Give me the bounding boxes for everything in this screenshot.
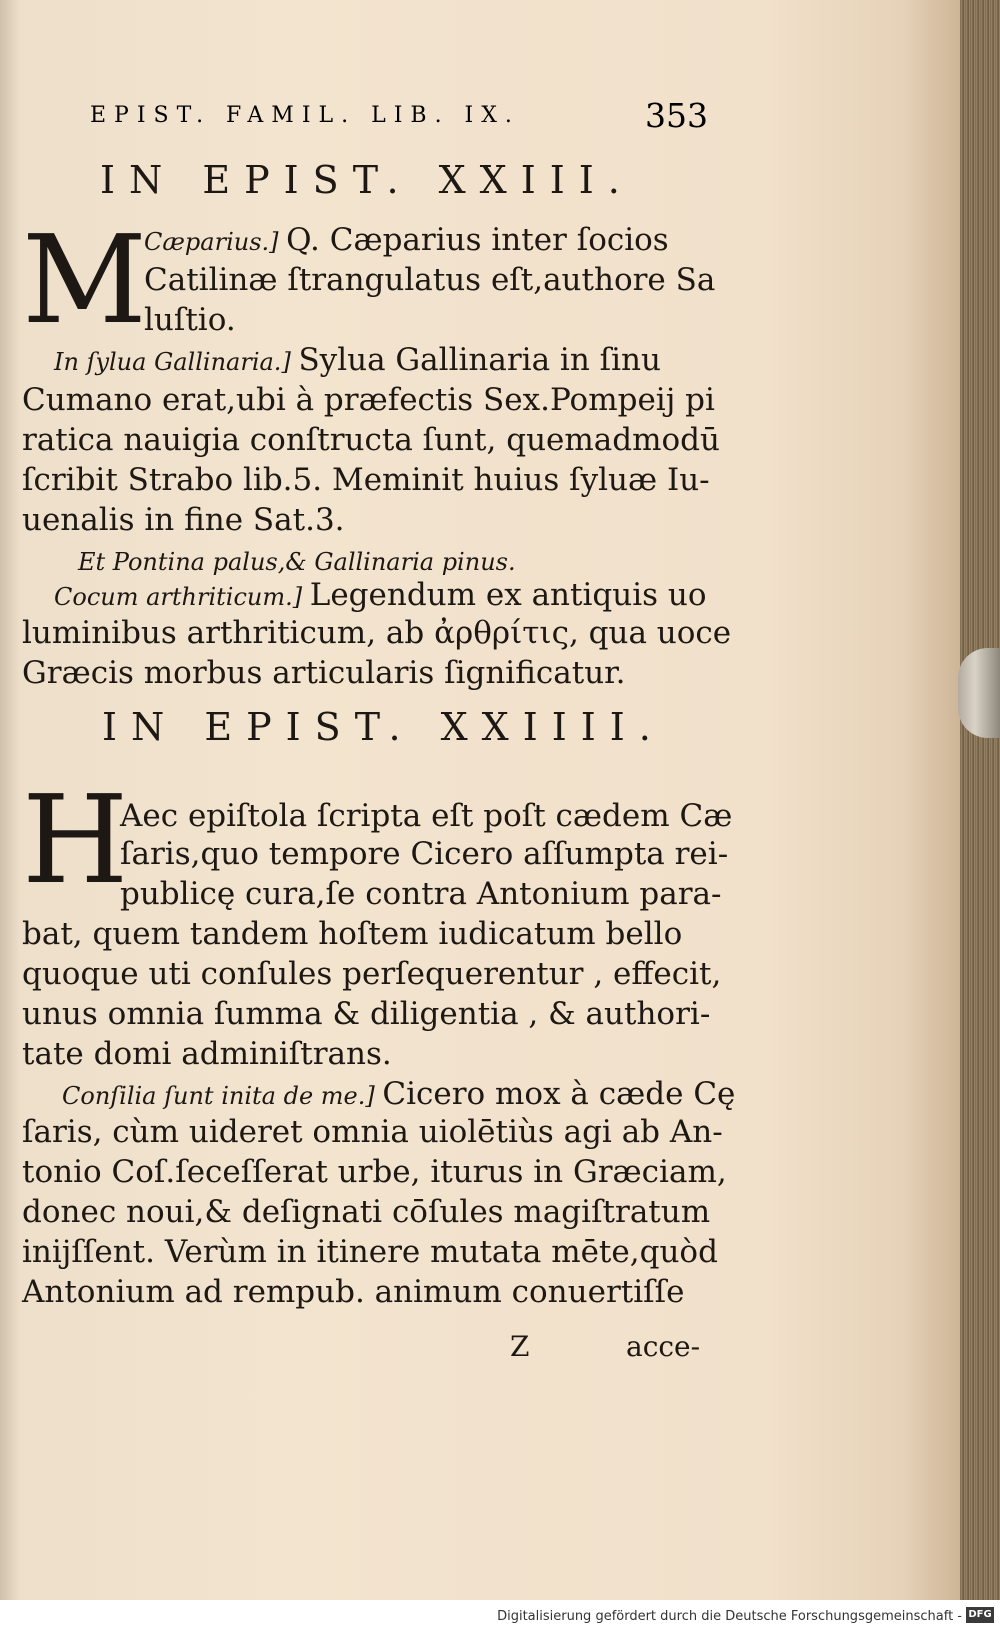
text-line xyxy=(54,342,661,380)
lemma: In ſylua Gallinaria.] xyxy=(54,348,299,376)
book-clasp xyxy=(958,648,1000,738)
text-line xyxy=(22,1154,727,1190)
text-line xyxy=(62,1076,735,1114)
line-text: Antonium ad rempub. animum conuertiſſe xyxy=(22,1274,685,1310)
text-line xyxy=(22,422,720,458)
page-number: 353 xyxy=(645,96,708,135)
section-title-2: IN EPIST. XXIIII. xyxy=(102,705,665,749)
line-text: ſcribit Strabo lib.5. Meminit huius ſyluæ Iu- xyxy=(22,462,710,498)
line-text: tonio Coſ.ſeceſſerat urbe, iturus in Græciam, xyxy=(22,1154,727,1190)
text-line xyxy=(144,262,715,298)
lemma: Conſilia ſunt inita de me.] xyxy=(62,1082,383,1110)
text-line xyxy=(22,615,731,651)
line-text: publicę cura,ſe contra Antonium para- xyxy=(120,876,722,912)
dfg-logo: DFG xyxy=(966,1607,994,1623)
drop-cap-m: M xyxy=(22,209,147,351)
text-line xyxy=(22,382,715,418)
line-text: tate domi adminiſtrans. xyxy=(22,1036,392,1072)
line-text: Cicero mox à cæde Cę xyxy=(382,1076,736,1112)
line-text: ſaris, cùm uideret omnia uiolētiùs agi ab An- xyxy=(22,1114,723,1150)
text-line xyxy=(120,876,721,912)
text-line xyxy=(144,222,669,260)
text-line xyxy=(22,1234,718,1270)
line-text: ſaris,quo tempore Cicero aſſumpta rei- xyxy=(120,836,729,872)
line-text: luminibus arthriticum, ab ἀρθρίτις, qua uoce xyxy=(22,615,732,651)
text-line xyxy=(22,462,710,498)
line-text: Catilinæ ſtrangulatus eſt,authore Sa xyxy=(144,262,716,298)
line-text: luſtio. xyxy=(144,302,236,338)
catchword: acce- xyxy=(626,1330,701,1363)
text-line xyxy=(22,916,682,952)
text-line xyxy=(22,1114,723,1150)
lemma: Et Pontina palus,& Gallinaria pinus. xyxy=(78,548,516,576)
text-line xyxy=(22,956,721,992)
line-text: quoque uti conſules perſequerentur , effecit, xyxy=(22,956,722,992)
text-line xyxy=(54,577,707,615)
line-text: unus omnia ſumma & diligentia , & authori- xyxy=(22,996,711,1032)
text-line xyxy=(120,836,728,872)
line-text: Sylua Gallinaria in ſinu xyxy=(298,342,661,378)
section-title-1: IN EPIST. XXIII. xyxy=(100,158,634,202)
running-head: EPIST. FAMIL. LIB. IX. xyxy=(90,103,520,128)
text-line xyxy=(22,1036,392,1072)
text-line xyxy=(120,798,732,834)
line-text: uenalis in fine Sat.3. xyxy=(22,502,345,538)
text-line xyxy=(22,655,625,691)
text-line xyxy=(22,502,345,538)
text-line xyxy=(22,1274,684,1310)
line-text: donec noui,& deſignati cōſules magiſtratum xyxy=(22,1194,711,1230)
line-text: bat, quem tandem hoſtem iudicatum bello xyxy=(22,916,683,952)
line-text: Q. Cæparius inter ſocios xyxy=(286,222,669,258)
gutter-shadow xyxy=(0,0,20,1600)
line-text: Græcis morbus articularis ſignificatur. xyxy=(22,655,626,691)
line-text: Aec epiſtola ſcripta eſt poſt cædem Cæ xyxy=(120,798,733,834)
line-text: Legendum ex antiquis uo xyxy=(309,577,707,613)
line-text: Cumano erat,ubi à præfectis Sex.Pompeij pi xyxy=(22,382,715,418)
lemma: Cæparius.] xyxy=(144,228,287,256)
text-line xyxy=(144,302,236,338)
drop-cap-h: H xyxy=(22,769,129,911)
book-fore-edge xyxy=(960,0,1000,1600)
lemma: Cocum arthriticum.] xyxy=(54,583,310,611)
text-line xyxy=(78,542,516,580)
text-line xyxy=(22,1194,710,1230)
footer-credit: Digitalisierung gefördert durch die Deutsche Forschungsgemeinschaft - xyxy=(497,1609,962,1624)
footer-bar xyxy=(0,1600,1000,1632)
text-line xyxy=(22,996,710,1032)
line-text: ratica nauigia conſtructa ſunt, quemadmodū xyxy=(22,422,720,458)
line-text: inijſſent. Verùm in itinere mutata mēte,quòd xyxy=(22,1234,718,1270)
signature-mark: Z xyxy=(510,1330,530,1363)
